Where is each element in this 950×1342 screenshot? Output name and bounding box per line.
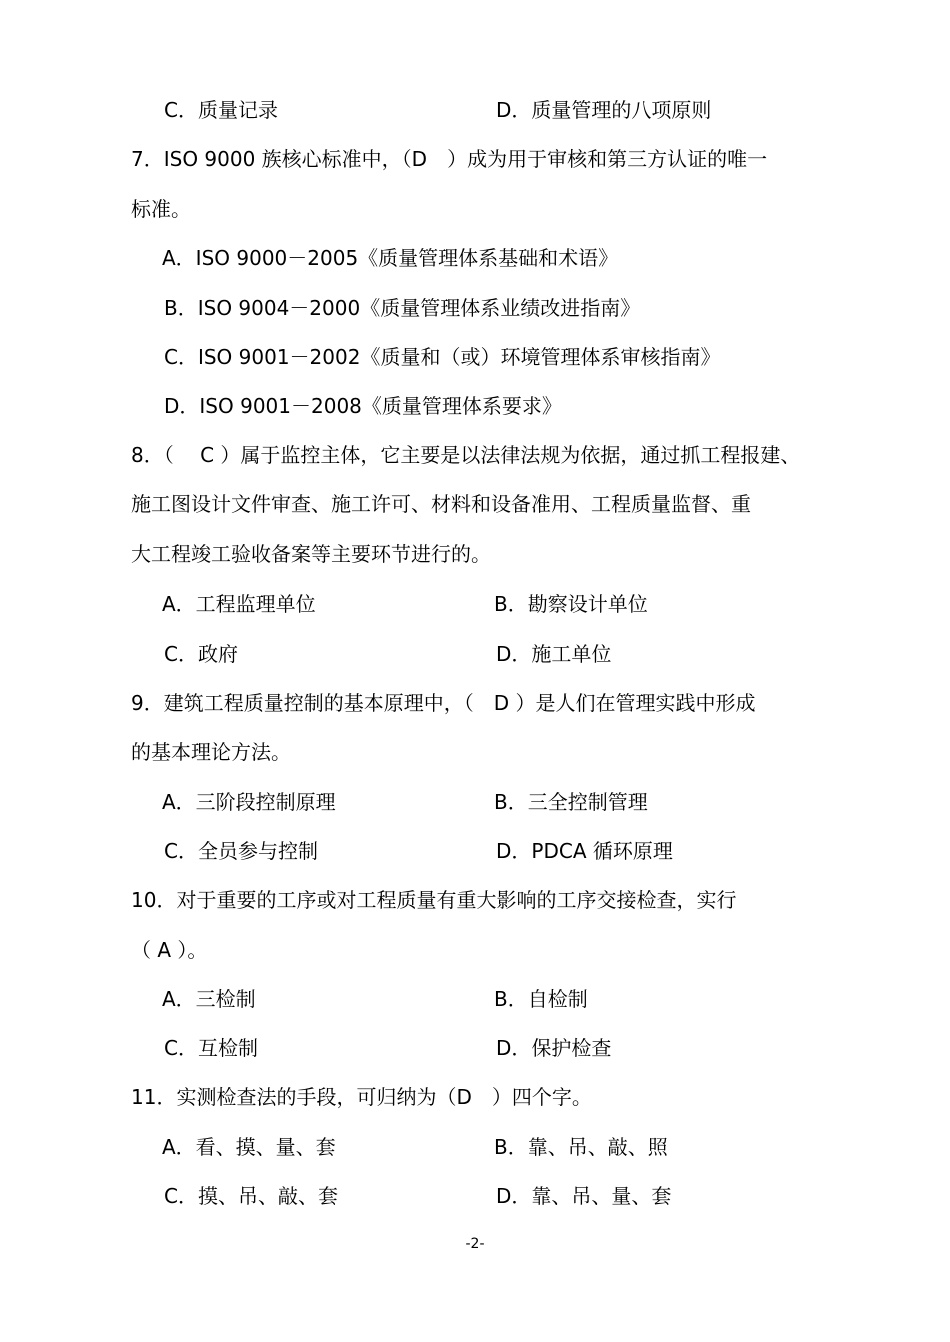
question-8-cont-2: 大工程竣工验收备案等主要环节进行的。	[131, 542, 491, 566]
option-b-q7: B．ISO 9004－2000《质量管理体系业绩改进指南》	[164, 296, 641, 320]
option-d-q10: D．保护检查	[496, 1036, 612, 1060]
option-a-q7: A．ISO 9000－2005《质量管理体系基础和术语》	[162, 246, 619, 270]
option-b-q10: B．自检制	[494, 987, 588, 1011]
question-7-cont: 标准。	[131, 197, 191, 221]
option-d-q11: D．靠、吊、量、套	[496, 1184, 672, 1208]
option-b-q8: B．勘察设计单位	[494, 592, 648, 616]
question-10: 10．对于重要的工序或对工程质量有重大影响的工序交接检查，实行	[131, 888, 737, 912]
option-b-q11: B．靠、吊、敲、照	[494, 1135, 668, 1159]
option-d-q8: D．施工单位	[496, 642, 612, 666]
question-8: 8．（ C ）属于监控主体，它主要是以法律法规为依据，通过抓工程报建、	[131, 443, 801, 467]
option-c-q8: C．政府	[164, 642, 238, 666]
option-d-q7: D．ISO 9001－2008《质量管理体系要求》	[164, 394, 562, 418]
question-11: 11．实测检查法的手段，可归纳为（D ）四个字。	[131, 1085, 592, 1109]
option-c-q10: C．互检制	[164, 1036, 258, 1060]
question-9-cont: 的基本理论方法。	[131, 740, 291, 764]
option-a-q9: A．三阶段控制原理	[162, 790, 336, 814]
question-10-cont: （ A ）。	[131, 938, 208, 962]
question-9: 9．建筑工程质量控制的基本原理中，（ D ）是人们在管理实践中形成	[131, 691, 756, 715]
question-8-cont-1: 施工图设计文件审查、施工许可、材料和设备准用、工程质量监督、重	[131, 492, 751, 516]
option-c-q6: C．质量记录	[164, 98, 278, 122]
option-c-q11: C．摸、吊、敲、套	[164, 1184, 338, 1208]
question-7: 7．ISO 9000 族核心标准中，（D ）成为用于审核和第三方认证的唯一	[131, 147, 768, 171]
option-c-q9: C．全员参与控制	[164, 839, 318, 863]
option-c-q7: C．ISO 9001－2002《质量和（或）环境管理体系审核指南》	[164, 345, 721, 369]
option-b-q9: B．三全控制管理	[494, 790, 648, 814]
option-d-q9: D．PDCA 循环原理	[496, 839, 673, 863]
option-a-q10: A．三检制	[162, 987, 256, 1011]
option-d-q6: D．质量管理的八项原则	[496, 98, 712, 122]
page-number: -2-	[465, 1236, 485, 1252]
option-a-q8: A．工程监理单位	[162, 592, 316, 616]
option-a-q11: A．看、摸、量、套	[162, 1135, 336, 1159]
